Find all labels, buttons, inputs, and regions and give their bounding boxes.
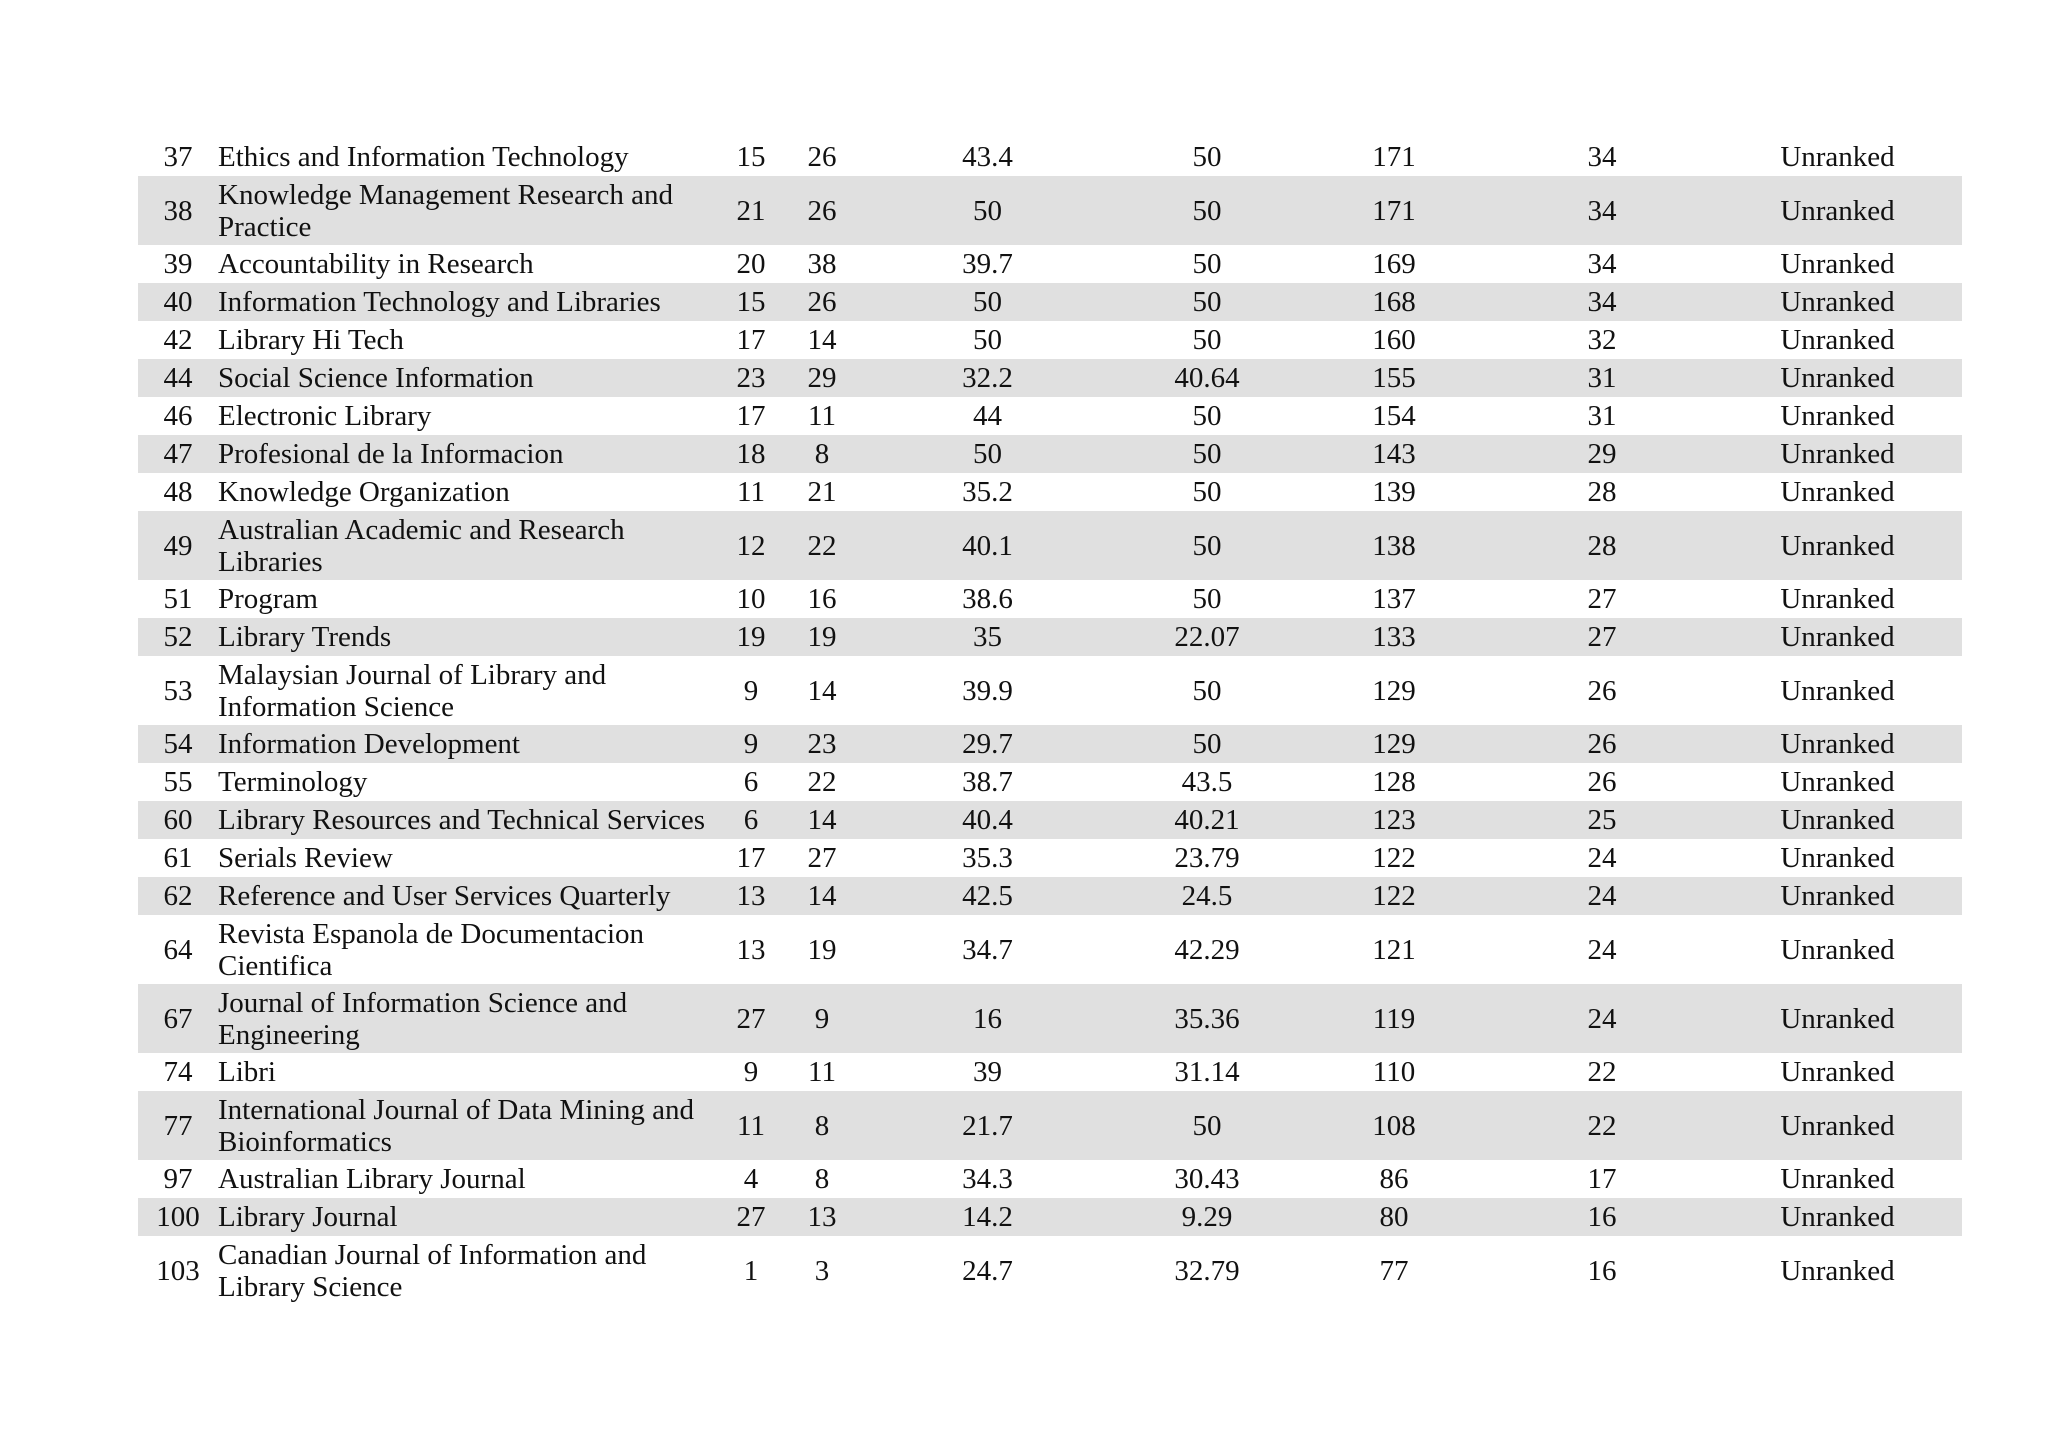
total-score-cell: 133 bbox=[1297, 618, 1491, 656]
total-score-cell: 128 bbox=[1372, 766, 1416, 798]
total-score-cell: 129 bbox=[1372, 674, 1416, 707]
total-score-cell: 122 bbox=[1372, 842, 1416, 874]
score-cell-a: 39.7 bbox=[962, 248, 1013, 280]
score-cell-a: 50 bbox=[858, 435, 1117, 473]
points-cell: 31 bbox=[1587, 400, 1617, 432]
points-cell: 34 bbox=[1491, 176, 1713, 245]
table-row bbox=[138, 580, 1962, 618]
table-row bbox=[138, 1236, 1962, 1305]
num-cell-a: 23 bbox=[716, 359, 786, 397]
points-cell: 29 bbox=[1491, 435, 1713, 473]
rank-cell: 44 bbox=[138, 359, 218, 397]
journal-name-cell: Terminology bbox=[218, 766, 368, 798]
journal-name-cell: Malaysian Journal of Library and Information Science bbox=[218, 658, 607, 723]
score-cell-a: 24.7 bbox=[962, 1254, 1013, 1287]
score-cell-a: 35.3 bbox=[962, 842, 1013, 874]
score-cell-a: 16 bbox=[858, 984, 1117, 1053]
num-cell-b: 14 bbox=[786, 801, 858, 839]
score-cell-b: 22.07 bbox=[1117, 618, 1297, 656]
ranking-cell: Unranked bbox=[1713, 176, 1962, 245]
ranking-cell: Unranked bbox=[1780, 476, 1895, 508]
num-cell-b: 8 bbox=[786, 1091, 858, 1160]
table-row bbox=[138, 245, 1962, 283]
points-cell: 17 bbox=[1587, 1163, 1617, 1195]
table-row bbox=[138, 435, 1962, 473]
score-cell-a: 50 bbox=[973, 324, 1002, 356]
journal-name-cell: Information Technology and Libraries bbox=[218, 283, 716, 321]
num-cell-a: 27 bbox=[716, 984, 786, 1053]
score-cell-b: 32.79 bbox=[1174, 1254, 1240, 1287]
score-cell-b: 24.5 bbox=[1117, 877, 1297, 915]
num-cell-a: 9 bbox=[743, 674, 759, 707]
total-score-cell: 168 bbox=[1297, 283, 1491, 321]
num-cell-a: 20 bbox=[736, 248, 766, 280]
ranking-cell: Unranked bbox=[1713, 877, 1962, 915]
num-cell-a: 11 bbox=[716, 1091, 786, 1160]
table-row bbox=[138, 915, 1962, 984]
ranking-cell: Unranked bbox=[1713, 511, 1962, 580]
num-cell-a: 11 bbox=[737, 476, 765, 508]
points-cell: 27 bbox=[1491, 618, 1713, 656]
points-cell: 25 bbox=[1491, 801, 1713, 839]
journal-name-cell: Serials Review bbox=[218, 842, 393, 874]
ranking-cell: Unranked bbox=[1713, 1198, 1962, 1236]
total-score-cell: 138 bbox=[1297, 511, 1491, 580]
score-cell-b: 9.29 bbox=[1117, 1198, 1297, 1236]
num-cell-a: 12 bbox=[716, 511, 786, 580]
journal-name-cell: Library Hi Tech bbox=[218, 324, 404, 356]
journal-name-cell: Library Trends bbox=[218, 618, 716, 656]
score-cell-a: 32.2 bbox=[858, 359, 1117, 397]
total-score-cell: 121 bbox=[1372, 933, 1416, 966]
score-cell-b: 40.64 bbox=[1117, 359, 1297, 397]
score-cell-a: 34.3 bbox=[962, 1163, 1013, 1195]
num-cell-b: 19 bbox=[786, 618, 858, 656]
ranking-cell: Unranked bbox=[1713, 1091, 1962, 1160]
score-cell-b: 35.36 bbox=[1117, 984, 1297, 1053]
table-row bbox=[138, 359, 1962, 397]
ranking-cell: Unranked bbox=[1780, 766, 1895, 798]
score-cell-b: 50 bbox=[1117, 283, 1297, 321]
num-cell-b: 38 bbox=[807, 248, 837, 280]
rank-cell: 53 bbox=[163, 674, 193, 707]
num-cell-a: 15 bbox=[736, 141, 766, 173]
table-body bbox=[138, 138, 1962, 1305]
points-cell: 26 bbox=[1587, 766, 1617, 798]
score-cell-b: 50 bbox=[1192, 400, 1222, 432]
score-cell-b: 50 bbox=[1192, 324, 1222, 356]
journal-name-cell: Reference and User Services Quarterly bbox=[218, 877, 716, 915]
total-score-cell: 77 bbox=[1379, 1254, 1409, 1287]
score-cell-a: 29.7 bbox=[858, 725, 1117, 763]
total-score-cell: 154 bbox=[1372, 400, 1416, 432]
points-cell: 24 bbox=[1491, 877, 1713, 915]
total-score-cell: 80 bbox=[1297, 1198, 1491, 1236]
journal-name-cell: Social Science Information bbox=[218, 359, 716, 397]
total-score-cell: 122 bbox=[1297, 877, 1491, 915]
num-cell-b: 23 bbox=[786, 725, 858, 763]
journal-name-cell: Information Development bbox=[218, 725, 716, 763]
journal-ranking-table bbox=[138, 138, 1962, 1305]
rank-cell: 52 bbox=[138, 618, 218, 656]
points-cell: 32 bbox=[1587, 324, 1617, 356]
points-cell: 24 bbox=[1587, 933, 1617, 966]
num-cell-b: 14 bbox=[807, 674, 837, 707]
num-cell-b: 16 bbox=[807, 583, 837, 615]
num-cell-a: 27 bbox=[716, 1198, 786, 1236]
points-cell: 31 bbox=[1491, 359, 1713, 397]
table-row bbox=[138, 397, 1962, 435]
num-cell-a: 13 bbox=[716, 877, 786, 915]
score-cell-a: 50 bbox=[858, 176, 1117, 245]
score-cell-b: 40.21 bbox=[1117, 801, 1297, 839]
ranking-cell: Unranked bbox=[1780, 1056, 1895, 1088]
num-cell-b: 29 bbox=[786, 359, 858, 397]
table-row bbox=[138, 984, 1962, 1053]
total-score-cell: 143 bbox=[1297, 435, 1491, 473]
rank-cell: 67 bbox=[138, 984, 218, 1053]
num-cell-b: 14 bbox=[786, 877, 858, 915]
rank-cell: 47 bbox=[138, 435, 218, 473]
num-cell-b: 22 bbox=[786, 511, 858, 580]
journal-name-cell: Profesional de la Informacion bbox=[218, 435, 716, 473]
journal-name-cell: Libri bbox=[218, 1056, 276, 1088]
score-cell-b: 50 bbox=[1192, 583, 1222, 615]
table-row bbox=[138, 656, 1962, 725]
table-row bbox=[138, 618, 1962, 656]
journal-name-cell: Canadian Journal of Information and Library Science bbox=[218, 1238, 647, 1303]
score-cell-b: 50 bbox=[1192, 674, 1222, 707]
num-cell-b: 11 bbox=[808, 400, 836, 432]
ranking-cell: Unranked bbox=[1780, 583, 1895, 615]
points-cell: 24 bbox=[1491, 984, 1713, 1053]
points-cell: 34 bbox=[1491, 283, 1713, 321]
num-cell-b: 3 bbox=[814, 1254, 830, 1287]
points-cell: 34 bbox=[1587, 248, 1617, 280]
ranking-cell: Unranked bbox=[1713, 359, 1962, 397]
score-cell-b: 50 bbox=[1117, 725, 1297, 763]
num-cell-a: 17 bbox=[736, 400, 766, 432]
points-cell: 22 bbox=[1491, 1091, 1713, 1160]
total-score-cell: 119 bbox=[1297, 984, 1491, 1053]
ranking-cell: Unranked bbox=[1713, 618, 1962, 656]
points-cell: 27 bbox=[1587, 583, 1617, 615]
rank-cell: 42 bbox=[163, 324, 193, 356]
num-cell-b: 26 bbox=[807, 141, 837, 173]
num-cell-a: 1 bbox=[743, 1254, 759, 1287]
score-cell-b: 23.79 bbox=[1174, 842, 1240, 874]
table-row bbox=[138, 473, 1962, 511]
table-row bbox=[138, 839, 1962, 877]
ranking-cell: Unranked bbox=[1780, 1254, 1895, 1287]
total-score-cell: 169 bbox=[1372, 248, 1416, 280]
table-row bbox=[138, 176, 1962, 245]
score-cell-b: 30.43 bbox=[1174, 1163, 1240, 1195]
ranking-cell: Unranked bbox=[1780, 842, 1895, 874]
rank-cell: 103 bbox=[156, 1254, 200, 1287]
rank-cell: 38 bbox=[138, 176, 218, 245]
score-cell-a: 34.7 bbox=[962, 933, 1013, 966]
score-cell-b: 31.14 bbox=[1174, 1056, 1240, 1088]
ranking-cell: Unranked bbox=[1713, 725, 1962, 763]
points-cell: 16 bbox=[1491, 1198, 1713, 1236]
ranking-cell: Unranked bbox=[1780, 248, 1895, 280]
rank-cell: 55 bbox=[163, 766, 193, 798]
num-cell-b: 13 bbox=[786, 1198, 858, 1236]
rank-cell: 64 bbox=[163, 933, 193, 966]
rank-cell: 49 bbox=[138, 511, 218, 580]
journal-name-cell: Library Journal bbox=[218, 1198, 716, 1236]
ranking-cell: Unranked bbox=[1780, 141, 1895, 173]
points-cell: 26 bbox=[1587, 674, 1617, 707]
table-row bbox=[138, 1198, 1962, 1236]
num-cell-b: 26 bbox=[786, 283, 858, 321]
total-score-cell: 160 bbox=[1372, 324, 1416, 356]
journal-name-cell: Journal of Information Science and Engineering bbox=[218, 984, 716, 1053]
num-cell-a: 17 bbox=[736, 324, 766, 356]
rank-cell: 60 bbox=[138, 801, 218, 839]
score-cell-a: 43.4 bbox=[962, 141, 1013, 173]
ranking-cell: Unranked bbox=[1780, 324, 1895, 356]
table-row bbox=[138, 1091, 1962, 1160]
points-cell: 16 bbox=[1587, 1254, 1617, 1287]
rank-cell: 74 bbox=[163, 1056, 193, 1088]
table-row bbox=[138, 763, 1962, 801]
num-cell-a: 6 bbox=[716, 801, 786, 839]
points-cell: 24 bbox=[1587, 842, 1617, 874]
rank-cell: 62 bbox=[138, 877, 218, 915]
num-cell-a: 13 bbox=[736, 933, 766, 966]
score-cell-a: 40.1 bbox=[858, 511, 1117, 580]
table-row bbox=[138, 1053, 1962, 1091]
score-cell-b: 50 bbox=[1192, 141, 1222, 173]
ranking-cell: Unranked bbox=[1713, 283, 1962, 321]
num-cell-b: 14 bbox=[807, 324, 837, 356]
table-row bbox=[138, 801, 1962, 839]
num-cell-a: 19 bbox=[716, 618, 786, 656]
journal-name-cell: Knowledge Organization bbox=[218, 476, 510, 508]
num-cell-a: 10 bbox=[736, 583, 766, 615]
table-row bbox=[138, 1160, 1962, 1198]
num-cell-a: 15 bbox=[716, 283, 786, 321]
rank-cell: 54 bbox=[138, 725, 218, 763]
table-row bbox=[138, 321, 1962, 359]
ranking-cell: Unranked bbox=[1713, 435, 1962, 473]
num-cell-a: 4 bbox=[743, 1163, 759, 1195]
journal-name-cell: Library Resources and Technical Services bbox=[218, 801, 716, 839]
total-score-cell: 155 bbox=[1297, 359, 1491, 397]
total-score-cell: 129 bbox=[1297, 725, 1491, 763]
num-cell-b: 11 bbox=[808, 1056, 836, 1088]
num-cell-b: 27 bbox=[807, 842, 837, 874]
score-cell-a: 40.4 bbox=[858, 801, 1117, 839]
num-cell-a: 21 bbox=[716, 176, 786, 245]
table-row bbox=[138, 877, 1962, 915]
rank-cell: 46 bbox=[163, 400, 193, 432]
journal-name-cell: Program bbox=[218, 583, 318, 615]
num-cell-b: 8 bbox=[786, 435, 858, 473]
score-cell-b: 50 bbox=[1117, 176, 1297, 245]
num-cell-a: 18 bbox=[716, 435, 786, 473]
journal-name-cell: Revista Espanola de Documentacion Cientifica bbox=[218, 917, 645, 982]
total-score-cell: 123 bbox=[1297, 801, 1491, 839]
score-cell-a: 38.7 bbox=[962, 766, 1013, 798]
rank-cell: 37 bbox=[163, 141, 193, 173]
table-row bbox=[138, 725, 1962, 763]
score-cell-a: 39 bbox=[973, 1056, 1002, 1088]
score-cell-a: 14.2 bbox=[858, 1198, 1117, 1236]
ranking-cell: Unranked bbox=[1780, 1163, 1895, 1195]
num-cell-b: 9 bbox=[786, 984, 858, 1053]
score-cell-a: 50 bbox=[858, 283, 1117, 321]
num-cell-b: 21 bbox=[807, 476, 837, 508]
ranking-cell: Unranked bbox=[1713, 984, 1962, 1053]
rank-cell: 39 bbox=[163, 248, 193, 280]
journal-name-cell: Ethics and Information Technology bbox=[218, 141, 629, 173]
score-cell-b: 50 bbox=[1117, 1091, 1297, 1160]
score-cell-b: 50 bbox=[1192, 248, 1222, 280]
journal-name-cell: Knowledge Management Research and Practice bbox=[218, 176, 716, 245]
num-cell-b: 26 bbox=[786, 176, 858, 245]
ranking-cell: Unranked bbox=[1713, 801, 1962, 839]
num-cell-a: 17 bbox=[736, 842, 766, 874]
table-row bbox=[138, 283, 1962, 321]
rank-cell: 48 bbox=[163, 476, 193, 508]
rank-cell: 77 bbox=[138, 1091, 218, 1160]
num-cell-b: 8 bbox=[814, 1163, 830, 1195]
ranking-cell: Unranked bbox=[1780, 400, 1895, 432]
score-cell-b: 42.29 bbox=[1174, 933, 1240, 966]
table-row bbox=[138, 138, 1962, 176]
journal-name-cell: Australian Academic and Research Libraries bbox=[218, 511, 716, 580]
total-score-cell: 137 bbox=[1372, 583, 1416, 615]
num-cell-b: 22 bbox=[807, 766, 837, 798]
score-cell-b: 50 bbox=[1117, 435, 1297, 473]
points-cell: 28 bbox=[1491, 511, 1713, 580]
rank-cell: 40 bbox=[138, 283, 218, 321]
rank-cell: 100 bbox=[138, 1198, 218, 1236]
rank-cell: 97 bbox=[163, 1163, 193, 1195]
total-score-cell: 171 bbox=[1297, 176, 1491, 245]
num-cell-a: 6 bbox=[743, 766, 759, 798]
score-cell-b: 50 bbox=[1192, 476, 1222, 508]
score-cell-a: 44 bbox=[973, 400, 1002, 432]
ranking-cell: Unranked bbox=[1780, 674, 1895, 707]
score-cell-a: 35 bbox=[858, 618, 1117, 656]
journal-name-cell: International Journal of Data Mining and Bioinformatics bbox=[218, 1091, 716, 1160]
num-cell-a: 9 bbox=[743, 1056, 759, 1088]
journal-name-cell: Electronic Library bbox=[218, 400, 432, 432]
points-cell: 28 bbox=[1587, 476, 1617, 508]
rank-cell: 51 bbox=[163, 583, 193, 615]
journal-name-cell: Australian Library Journal bbox=[218, 1163, 526, 1195]
total-score-cell: 171 bbox=[1372, 141, 1416, 173]
num-cell-b: 19 bbox=[807, 933, 837, 966]
total-score-cell: 139 bbox=[1372, 476, 1416, 508]
rank-cell: 61 bbox=[163, 842, 193, 874]
points-cell: 26 bbox=[1491, 725, 1713, 763]
ranking-cell: Unranked bbox=[1780, 933, 1895, 966]
score-cell-b: 50 bbox=[1117, 511, 1297, 580]
journal-name-cell: Accountability in Research bbox=[218, 248, 534, 280]
score-cell-a: 38.6 bbox=[962, 583, 1013, 615]
total-score-cell: 110 bbox=[1372, 1056, 1416, 1088]
table-row bbox=[138, 511, 1962, 580]
total-score-cell: 86 bbox=[1379, 1163, 1409, 1195]
points-cell: 22 bbox=[1587, 1056, 1617, 1088]
points-cell: 34 bbox=[1587, 141, 1617, 173]
score-cell-a: 35.2 bbox=[962, 476, 1013, 508]
score-cell-a: 42.5 bbox=[858, 877, 1117, 915]
total-score-cell: 108 bbox=[1297, 1091, 1491, 1160]
score-cell-a: 39.9 bbox=[962, 674, 1013, 707]
num-cell-a: 9 bbox=[716, 725, 786, 763]
score-cell-a: 21.7 bbox=[858, 1091, 1117, 1160]
score-cell-b: 43.5 bbox=[1181, 766, 1233, 798]
